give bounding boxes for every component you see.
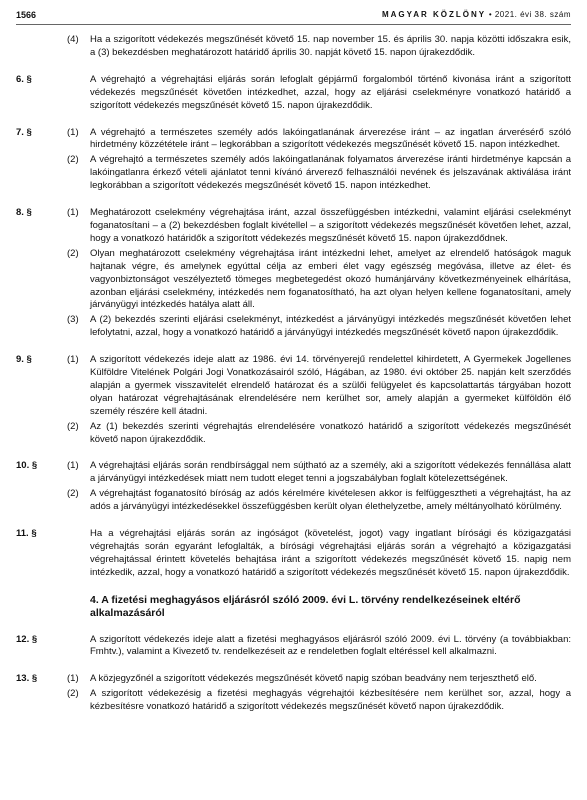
journal-title: MAGYAR KÖZLÖNY (381, 9, 487, 19)
document-body (16, 34, 571, 728)
section (16, 460, 571, 514)
paragraph-number: (2) (67, 488, 79, 500)
running-header (16, 8, 571, 22)
paragraph-text: A végrehajtó a természetes személy adós lakóingatlanának folyamatos árverezése iránti hirdetménye kapcsán a lakóingatlanra érkező vételi ajánlatot tenni kívánó árverező felhasználói nevének és jelszavának aktiválása iránt legkorábban a szigorított védekezés megszűnését követő 15. napon intézkedhet. (90, 154, 571, 192)
paragraph-text: A (2) bekezdés szerinti eljárási cselekményt, intézkedést a járványügyi intézkedés megszűnését követően lehet lefolytatni, azzal, hogy a vonatkozó határidő a járványügyi intézkedés megszűnését követő napon újrakezdődik. (90, 314, 571, 339)
page-number: 1566 (16, 9, 37, 20)
paragraph-text: A szigorított védekezés ideje alatt az 1986. évi 14. törvényerejű rendelettel kihirdetett, A Gyermekek Jogellenes Külföldre Vitelének Polgári Jogi Vonatkozásairól szóló, Hágában, az 1980. évi október 25. napján kelt szerződés alapján a gyermek visszavitelét elrendelő határozat és a szülői felügyelet és kapcsolattartás tárgyában hozott olyan határozat végrehajtásának elrendelésére nem kerülhet sor, amely alapján a gyermeket külföldön élő személy részére kell átadni. (90, 354, 571, 417)
paragraph-text: Olyan meghatározott cselekmény végrehajtása iránt intézkedni lehet, amelyet az elrendelő hatóságok maguk hajtanak végre, és amelynek egyúttal célja az emberi élet vagy egészség megóvása, illetve az élet- és vagyonbiztonságot veszélyeztető tömeges megbetegedést okozó humánjárvány következményeinek elhárítása, azonban eljárási cselekmény, intézkedés nem foganatosítható, ha azt olyan helyen kellene foganatosítani, amely járványügyi intézkedés hatálya alatt áll. (90, 247, 571, 311)
paragraph (16, 74, 571, 113)
paragraph-number: (1) (67, 673, 79, 685)
paragraph (16, 34, 571, 60)
section-number: 8. § (16, 207, 32, 219)
paragraph (16, 634, 571, 660)
paragraph-text: A közjegyzőnél a szigorított védekezés megszűnését követő napig szóban beadvány nem terjeszthető elő. (90, 673, 537, 685)
paragraph-text: A végrehajtó a természetes személy adós lakóingatlanának árverezése iránt – az ingatlan árverésérő szóló hirdetmény közzététele iránt – legkorábban a szigorított védekezés megszűnését követő 15. napon intézkedhet. (90, 126, 571, 151)
section-number: 9. § (16, 354, 32, 366)
paragraph (16, 154, 571, 193)
running-title (382, 9, 571, 22)
paragraph-text: Az (1) bekezdés szerinti végrehajtás elrendelésére vonatkozó határidő a szigorított védekezés megszűnését követő napon újrakezdődik. (90, 420, 571, 445)
section-number: 12. § (16, 633, 38, 645)
paragraph-text: A szigorított védekezésig a fizetési meghagyás végrehajtói kézbesítésére nem kerülhet sor, azzal, hogy a kézbesítésre vonatkozó határidő a szigorított védekezés megszűnését követő napon újrakezdődik. (90, 688, 571, 713)
section (16, 207, 571, 340)
paragraph-text: A végrehajtást foganatosító bíróság az adós kérelmére kivételesen akkor is felfüggesztheti a végrehajtást, ha az adós a járványügyi intézkedésekkel összefüggésben került olyan élethelyzetbe, amely méltányolható körülmény. (90, 488, 571, 513)
chapter-title: 4. A fizetési meghagyásos eljárásról szóló 2009. évi L. törvény rendelkezéseinek eltérő alkalmazásáról (90, 593, 521, 619)
section-number: 13. § (16, 673, 38, 685)
paragraph (16, 673, 571, 686)
paragraph (16, 207, 571, 246)
issue-info: • 2021. évi 38. szám (488, 9, 571, 19)
paragraph-number: (1) (67, 207, 79, 219)
paragraph-number: (1) (67, 354, 79, 366)
paragraph (16, 127, 571, 153)
paragraph (16, 354, 571, 419)
section-number: 10. § (16, 460, 38, 472)
section-number: 6. § (16, 73, 32, 85)
paragraph-number: (4) (67, 34, 79, 45)
section-number: 11. § (16, 528, 37, 540)
paragraph-number: (1) (67, 460, 79, 472)
paragraph-text: Ha a végrehajtási eljárás során az ingóságot (követelést, jogot) vagy ingatlant bírósági és közigazgatási végrehajtás során egyaránt lefoglalták, a bírósági végrehajtási eljárás során a végrehajtó a közigazgatási végrehajtással érintett követelés behajtása iránt a szigorított védekezés megszűnését követő 15. napig nem intézkedik, azzal, hogy a vonatkozó határidő a szigorított védekezés megszűnését követő 15. napon újrakezdődik. (90, 528, 571, 578)
paragraph-number: (2) (67, 420, 79, 432)
section (16, 127, 571, 194)
paragraph-number: (2) (67, 154, 79, 166)
paragraph-text: Ha a szigorított védekezés megszűnését követő 15. nap november 15. és április 30. napja közötti időszakra esik, a (3) bekezdésben meghatározott határidő április 30. napját követő 15. napon újrakezdődik. (90, 34, 571, 58)
paragraph (16, 528, 571, 580)
section (16, 34, 571, 60)
paragraph-text: Meghatározott cselekmény végrehajtása iránt, azzal összefüggésben intézkedni, valamint eljárási cselekményt foganatosítani – a (2) bekezdésben foglalt kivétellel – a szigorított védekezés megszűnését követően lehet, azzal, hogy a vonatkozó határidők a szigorított védekezés megszűnését követő 15. napon újrakezdődnek. (90, 207, 571, 244)
paragraph-text: A végrehajtási eljárás során rendbírsággal nem sújtható az a személy, aki a szigorított védekezés fennállása alatt a járványügyi intézkedések miatt nem tudott eleget tenni a jogszabályban foglalt kötelezettségének. (90, 460, 571, 485)
section (16, 673, 571, 714)
paragraph (16, 314, 571, 340)
section (16, 528, 571, 580)
section-number: 7. § (16, 126, 32, 138)
paragraph (16, 688, 571, 714)
paragraph-text: A végrehajtó a végrehajtási eljárás során lefoglalt gépjármű forgalomból történő kivonása iránt a szigorított védekezés megszűnését követően intézkedhet, azzal, hogy az eljárási cselekményre vonatkozó határidő a szigorított védekezés megszűnését követő 15. napon újrakezdődik. (90, 73, 571, 111)
paragraph (16, 248, 571, 313)
paragraph-text: A szigorított védekezés ideje alatt a fizetési meghagyásos eljárásról szóló 2009. évi L. törvény (a továbbiakban: Fmhtv.), valamint a Kivezető tv. rendelkezéseit az e rendeletben foglalt eltéréssel kell alkalmazni. (90, 633, 571, 658)
paragraph (16, 460, 571, 486)
paragraph-number: (3) (67, 314, 79, 326)
paragraph-number: (2) (67, 688, 79, 700)
paragraph-number: (2) (67, 247, 79, 259)
header-rule (16, 24, 571, 25)
section (16, 634, 571, 660)
paragraph (16, 488, 571, 514)
paragraph-number: (1) (67, 126, 79, 138)
paragraph (16, 421, 571, 447)
section (16, 354, 571, 446)
section (16, 74, 571, 113)
